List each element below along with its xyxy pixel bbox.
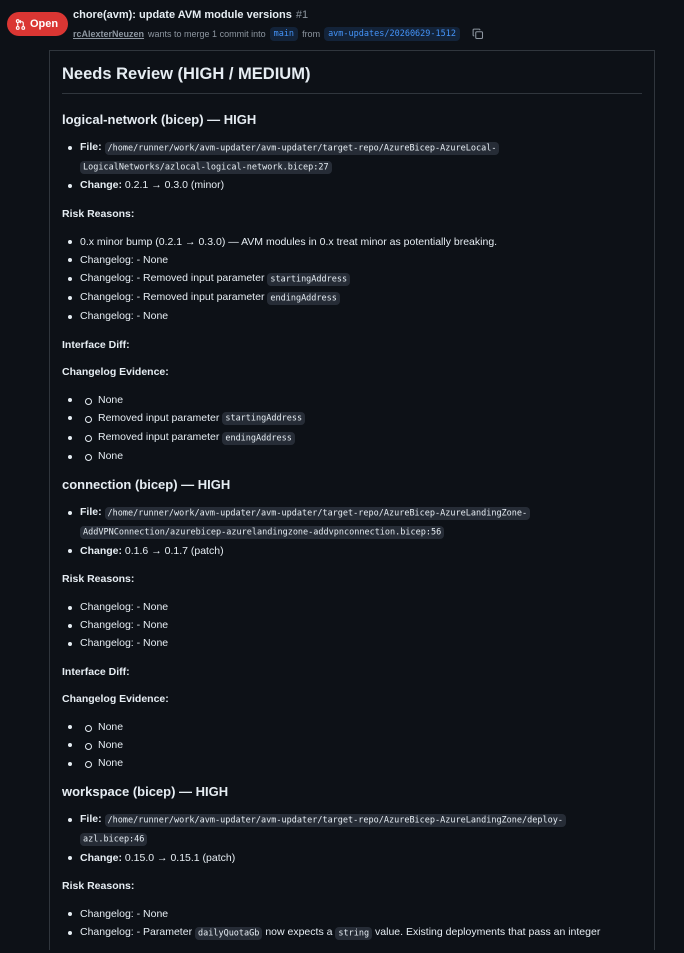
list-item	[62, 176, 642, 194]
details-list	[62, 503, 642, 560]
list-item: Changelog: - None	[62, 251, 642, 269]
list-item: Changelog: - None	[62, 598, 642, 616]
inline-code: startingAddress	[222, 412, 305, 425]
list-item-text: now expects a	[265, 926, 333, 939]
list-item: 0.x minor bump (0.2.1 → 0.3.0) — AVM modules in 0.x treat minor as potentially breaking.	[62, 233, 642, 251]
list-item	[62, 810, 642, 848]
list-item: None	[62, 447, 642, 465]
change-value: 0.15.0 → 0.15.1 (patch)	[124, 851, 236, 864]
pr-merge-text: wants to merge 1 commit into	[148, 29, 266, 39]
interface-diff-label: Interface Diff:	[62, 665, 130, 678]
risk-reasons-label: Risk Reasons:	[62, 207, 135, 220]
section-heading-workspace: workspace (bicep) — HIGH	[62, 784, 229, 800]
list-item-text: Changelog: - Parameter	[80, 926, 193, 939]
change-value: 0.1.6 → 0.1.7 (patch)	[124, 544, 224, 557]
pr-author-link[interactable]: rcAlexterNeuzen	[73, 29, 145, 39]
list-item-text: Changelog: - Removed input parameter	[80, 272, 265, 285]
changelog-evidence-label: Changelog Evidence:	[62, 365, 169, 378]
list-item: None	[62, 718, 642, 736]
pr-from-text: from	[302, 29, 321, 39]
pr-header	[0, 0, 684, 50]
list-item	[62, 428, 642, 447]
list-item	[62, 542, 642, 560]
list-item	[62, 138, 642, 176]
interface-diff-label: Interface Diff:	[62, 338, 130, 351]
evidence-list	[62, 391, 642, 466]
list-item	[62, 849, 642, 867]
pr-title-text: chore(avm): update AVM module versions	[73, 9, 292, 21]
inline-code: dailyQuotaGb	[195, 927, 262, 940]
section-heading-logical-network: logical-network (bicep) — HIGH	[62, 112, 257, 127]
list-item	[62, 269, 642, 288]
list-item	[62, 409, 642, 428]
list-item-text: Removed input parameter	[98, 411, 220, 424]
change-value: 0.2.1 → 0.3.0 (minor)	[124, 179, 225, 192]
details-list	[62, 810, 642, 867]
pr-state-badge	[7, 12, 68, 36]
list-item	[62, 923, 642, 942]
file-label: File:	[80, 813, 102, 826]
details-list	[62, 138, 642, 195]
section-heading-connection: connection (bicep) — HIGH	[62, 477, 231, 493]
inline-code: string	[335, 927, 372, 940]
list-item-text: Changelog: - Removed input parameter	[80, 291, 265, 304]
base-branch-link[interactable]: main	[270, 27, 298, 41]
change-label: Change:	[80, 179, 122, 192]
markdown-body	[62, 64, 642, 953]
git-pull-request-icon	[15, 19, 26, 30]
change-label: Change:	[80, 544, 122, 557]
inline-code: endingAddress	[267, 292, 340, 305]
file-path-code: LogicalNetworks/azlocal-logical-network.bicep:27	[80, 161, 332, 174]
pr-number: #1	[295, 9, 309, 21]
copy-icon[interactable]	[472, 28, 484, 40]
inline-code: startingAddress	[267, 273, 350, 286]
pr-title	[73, 9, 308, 21]
file-label: File:	[80, 141, 102, 153]
list-item: None	[62, 754, 642, 772]
file-path-code: /home/runner/work/avm-updater/avm-updater/target-repo/AzureBicep-AzureLandingZone/deploy-	[105, 814, 566, 827]
evidence-list	[62, 718, 642, 773]
list-item: Changelog: - None	[62, 634, 642, 652]
pr-state-label: Open	[30, 18, 59, 30]
risk-list	[62, 905, 642, 942]
change-label: Change:	[80, 851, 122, 864]
pr-meta	[73, 27, 484, 41]
list-item: Changelog: - None	[62, 616, 642, 634]
list-item-text: Removed input parameter	[98, 431, 220, 444]
risk-list	[62, 598, 642, 653]
list-item: Changelog: - None	[62, 307, 642, 325]
list-item: Changelog: - None	[62, 905, 642, 923]
page-heading: Needs Review (HIGH / MEDIUM)	[62, 64, 642, 94]
list-item	[62, 288, 642, 307]
file-path-code: azl.bicep:46	[80, 833, 147, 846]
list-item-text: value. Existing deployments that pass an integer	[375, 926, 601, 939]
file-path-code: /home/runner/work/avm-updater/avm-updater/target-repo/AzureBicep-AzureLocal-	[105, 142, 500, 155]
changelog-evidence-label: Changelog Evidence:	[62, 692, 169, 705]
risk-list	[62, 233, 642, 326]
list-item	[62, 503, 642, 541]
list-item: None	[62, 736, 642, 754]
risk-reasons-label: Risk Reasons:	[62, 573, 135, 586]
pr-body-panel	[49, 50, 655, 950]
list-item: None	[62, 391, 642, 409]
head-branch-link[interactable]: avm-updates/20260629-1512	[324, 27, 460, 41]
file-label: File:	[80, 506, 102, 519]
inline-code: endingAddress	[222, 432, 295, 445]
file-path-code: /home/runner/work/avm-updater/avm-updater/target-repo/AzureBicep-AzureLandingZone-	[105, 507, 531, 520]
file-path-code: AddVPNConnection/azurebicep-azurelandingzone-addvpnconnection.bicep:56	[80, 526, 444, 539]
risk-reasons-label: Risk Reasons:	[62, 879, 135, 892]
